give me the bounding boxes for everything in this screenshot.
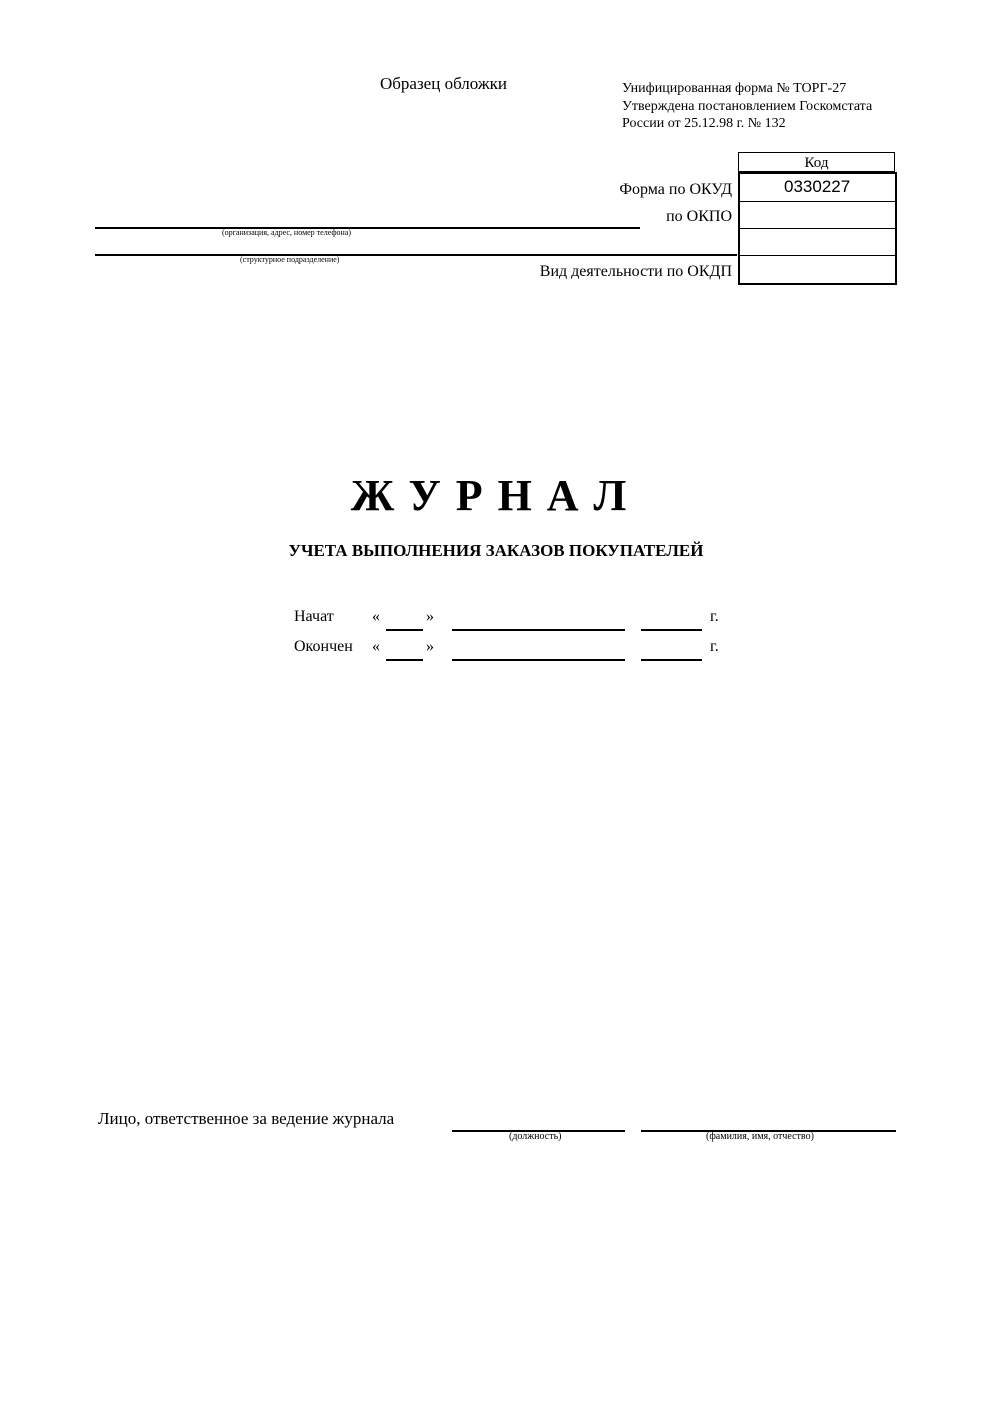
organization-caption: (организация, адрес, номер телефона) <box>222 228 352 237</box>
finished-close-quote: » <box>426 638 434 655</box>
form-line-approved: Утверждена постановлением Госкомстата <box>622 98 873 114</box>
code-column-header: Код <box>738 152 895 172</box>
okdp-label: Вид деятельности по ОКДП <box>539 263 732 280</box>
responsible-person-label: Лицо, ответственное за ведение журнала <box>98 1109 395 1128</box>
finished-open-quote: « <box>372 638 380 655</box>
started-year-suffix: г. <box>710 608 719 625</box>
okpo-label: по ОКПО <box>666 208 732 225</box>
finished-day-field[interactable] <box>386 659 423 661</box>
okpo-code-cell[interactable] <box>740 202 895 229</box>
journal-subtitle: УЧЕТА ВЫПОЛНЕНИЯ ЗАКАЗОВ ПОКУПАТЕЛЕЙ <box>288 541 704 560</box>
okud-label: Форма по ОКУД <box>619 181 732 198</box>
full-name-caption: (фамилия, имя, отчество) <box>706 1131 814 1142</box>
form-approval-block <box>622 80 872 133</box>
okud-code-value: 0330227 <box>784 177 851 196</box>
started-month-field[interactable] <box>452 629 625 631</box>
division-caption: (структурное подразделение) <box>240 255 340 264</box>
division-field-line[interactable] <box>95 254 737 256</box>
okdp-code-cell[interactable] <box>740 256 895 283</box>
finished-month-field[interactable] <box>452 659 625 661</box>
organization-field-line[interactable] <box>95 227 640 229</box>
journal-title: ЖУРНАЛ <box>350 471 642 520</box>
sample-cover-label: Образец обложки <box>380 74 507 93</box>
started-label: Начат <box>294 608 334 625</box>
finished-year-field[interactable] <box>641 659 702 661</box>
form-line-date: России от 25.12.98 г. № 132 <box>622 116 786 131</box>
code-table <box>738 172 897 285</box>
position-caption: (должность) <box>509 1131 562 1142</box>
finished-year-suffix: г. <box>710 638 719 655</box>
started-open-quote: « <box>372 608 380 625</box>
extra-code-cell[interactable] <box>740 229 895 256</box>
started-year-field[interactable] <box>641 629 702 631</box>
started-close-quote: » <box>426 608 434 625</box>
form-line-unified: Унифицированная форма № ТОРГ-27 <box>622 81 847 96</box>
started-day-field[interactable] <box>386 629 423 631</box>
finished-label: Окончен <box>294 638 353 655</box>
okud-code-cell[interactable] <box>740 174 895 202</box>
